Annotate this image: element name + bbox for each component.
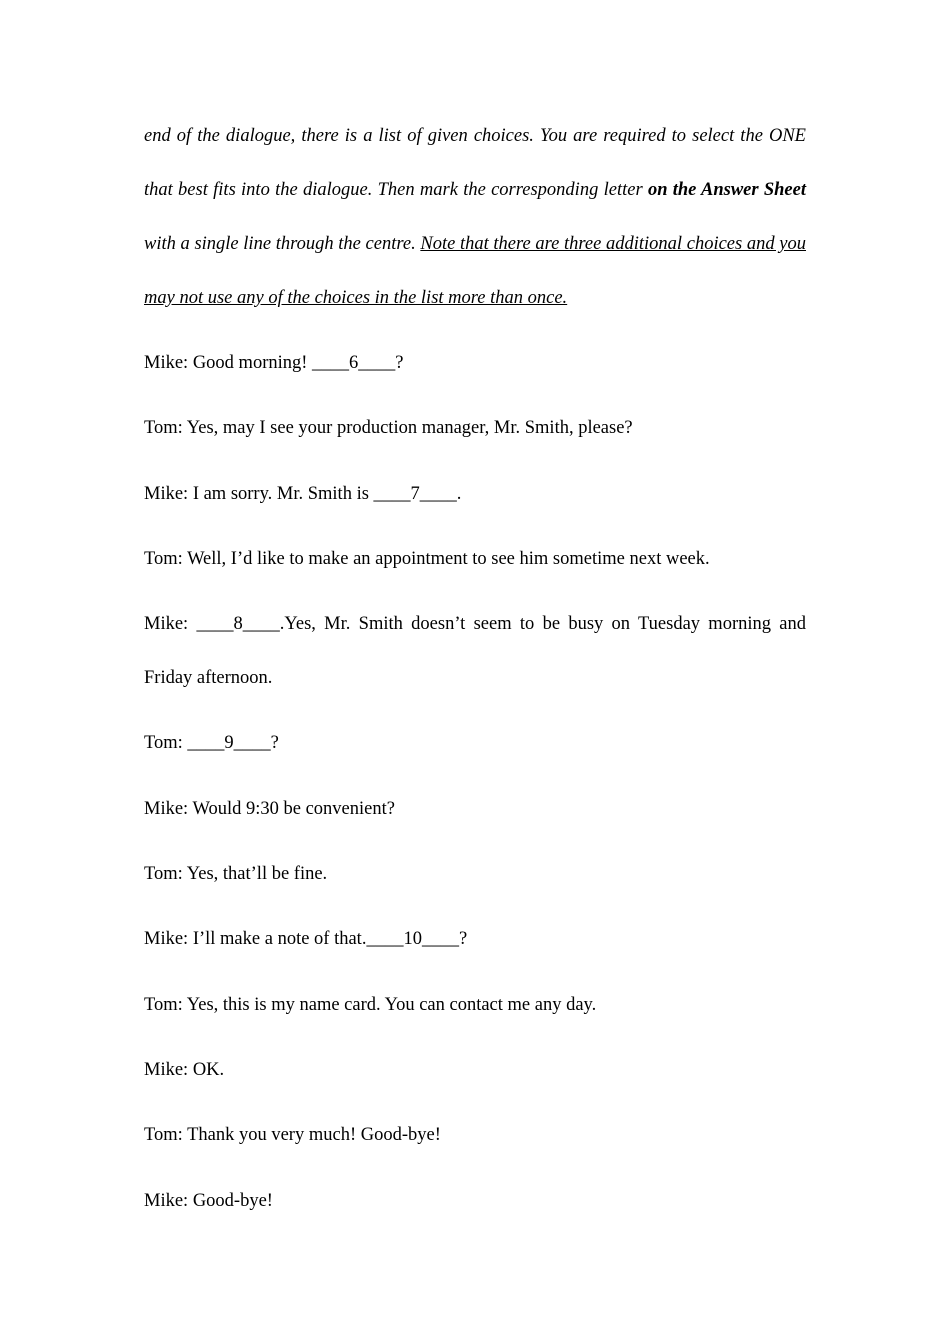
dialogue-line: Tom: Yes, that’ll be fine. <box>144 864 328 885</box>
dialogue-line: Tom: ____9____? <box>144 733 279 754</box>
dialogue-line: Mike: OK. <box>144 1059 225 1080</box>
dialogue-line: Mike: Would 9:30 be convenient? <box>144 798 395 819</box>
instructions-paragraph <box>144 109 806 325</box>
dialogue-line: Mike: I am sorry. Mr. Smith is ____7____. <box>144 483 462 504</box>
dialogue-line: Mike: I’ll make a note of that.____10____? <box>144 929 468 950</box>
dialogue-line: Mike: Good-bye! <box>144 1190 273 1211</box>
dialogue-line: Tom: Yes, this is my name card. You can contact me any day. <box>144 994 597 1015</box>
dialogue-line: Mike: ____8____.Yes, Mr. Smith doesn’t seem to be busy on Tuesday morning and Friday afternoon. <box>144 614 806 689</box>
instructions-underlined-note: Note that there are three additional choices and you may not use any of the choices in the list more than once. <box>144 234 806 308</box>
instructions-text: end of the dialogue, there is a list of given choices. You are required to select the ONE that best fits into the dialogue. Then mark the corresponding letter <box>144 126 806 200</box>
instructions-bold-text: on the Answer Sheet <box>647 180 806 200</box>
dialogue-line: Tom: Thank you very much! Good-bye! <box>144 1125 441 1146</box>
dialogue-line: Tom: Well, I’d like to make an appointment to see him sometime next week. <box>144 548 710 569</box>
dialogue <box>144 336 806 1239</box>
dialogue-line: Mike: Good morning! ____6____? <box>144 353 404 373</box>
instructions-text-continued: with a single line through the centre. <box>144 234 421 254</box>
dialogue-line: Tom: Yes, may I see your production manager, Mr. Smith, please? <box>144 418 633 439</box>
